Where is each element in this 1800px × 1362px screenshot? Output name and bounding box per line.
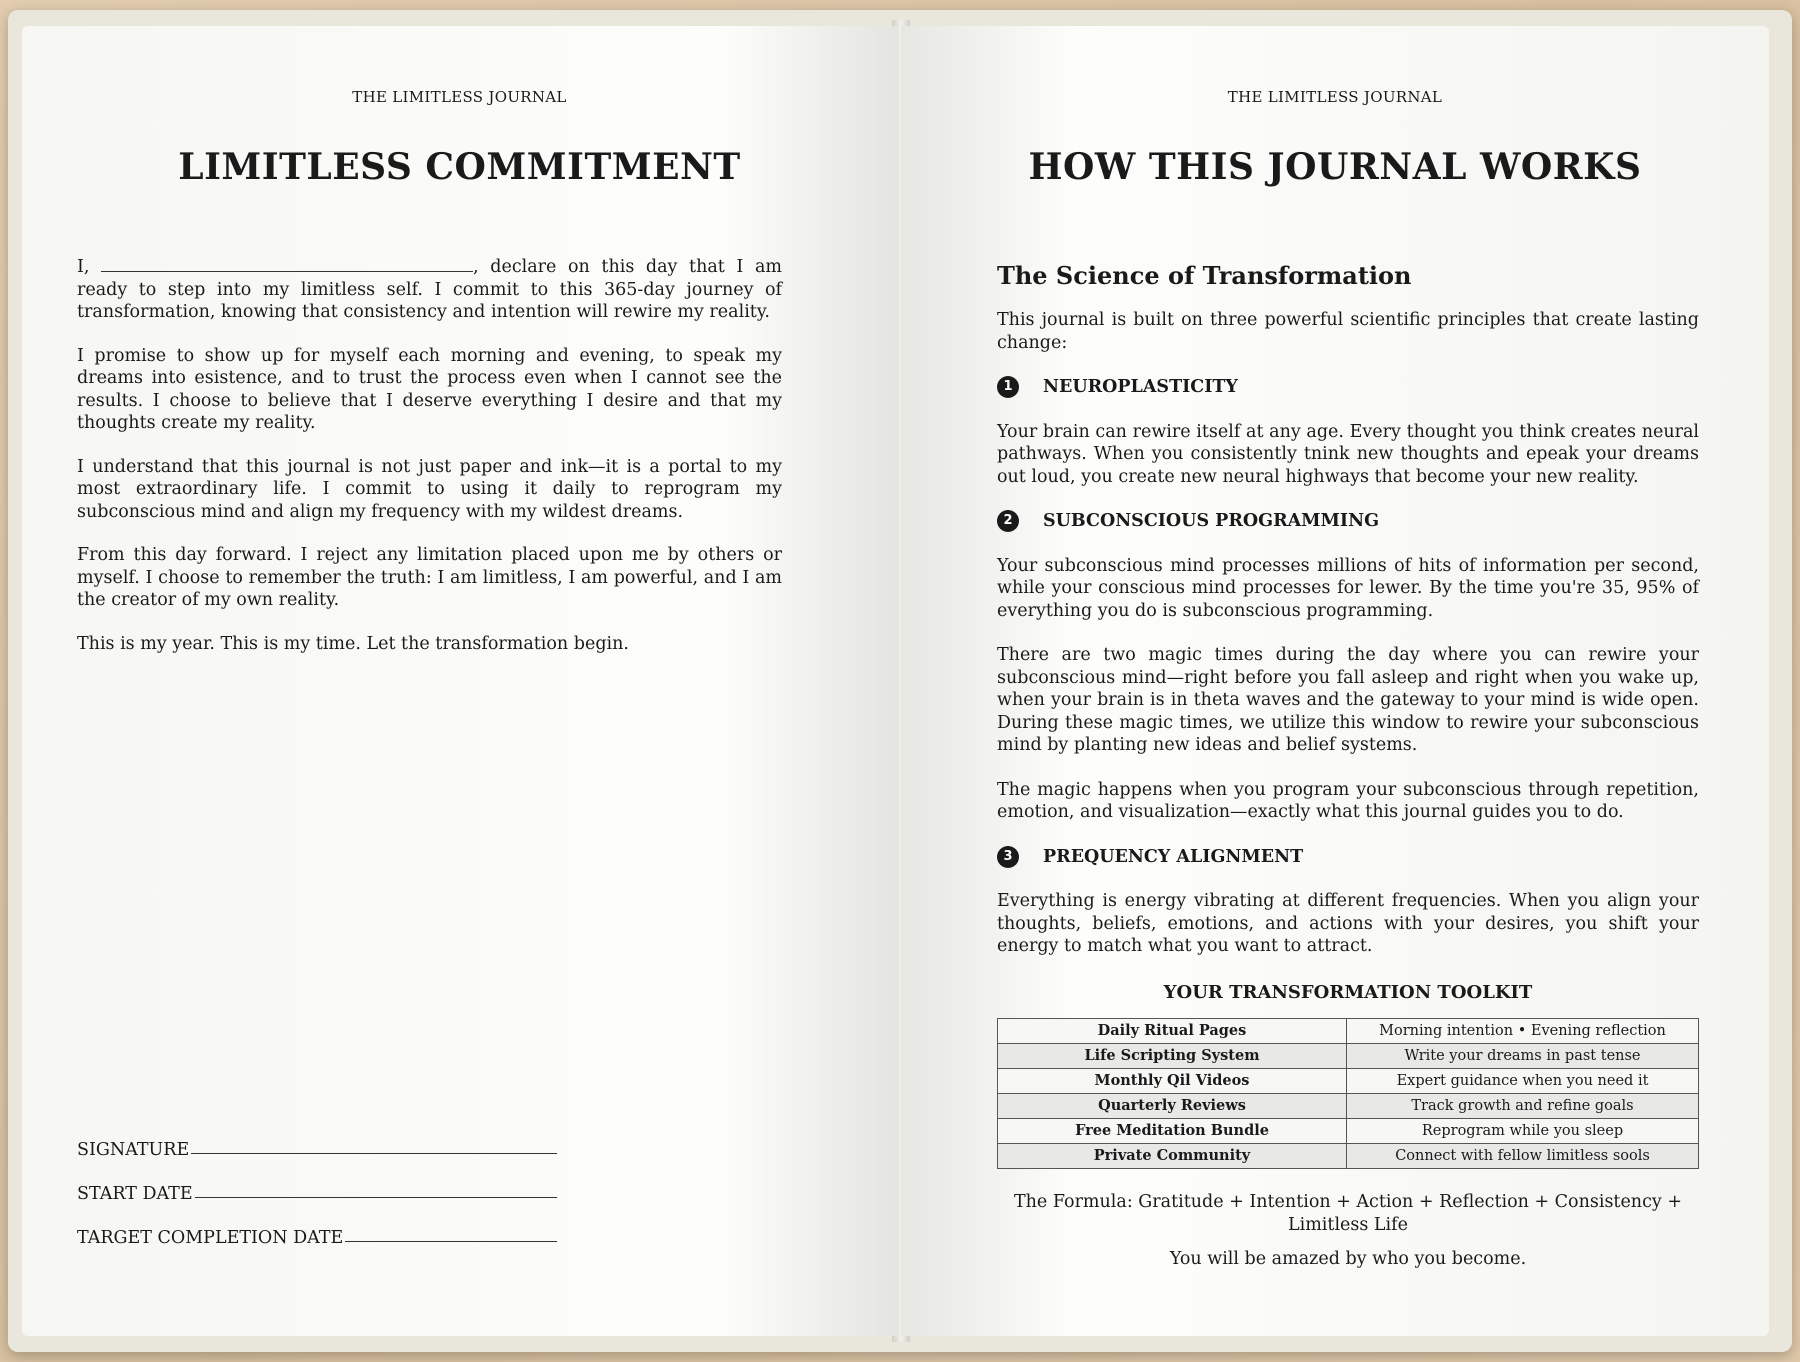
target-date-label: TARGET COMPLETION DATE — [77, 1228, 344, 1248]
running-head: THE LIMITLESS JOURNAL — [352, 88, 567, 106]
signature-block — [77, 1116, 557, 1248]
signature-label: SIGNATURE — [77, 1140, 190, 1160]
principle-paragraph: Your brain can rewire itself at any age. Every thought you think creates neural pathways. When you consistently tnink new thoughts and epeak your dreams out loud, you create new neural highways that become your new reality. — [997, 421, 1699, 487]
principle-heading — [997, 846, 1699, 869]
toolkit-feature: Private Community — [998, 1144, 1347, 1169]
table-row — [998, 1144, 1699, 1169]
left-page — [22, 26, 897, 1336]
running-head: THE LIMITLESS JOURNAL — [1227, 88, 1443, 106]
principle-name: PREQUENCY ALIGNMENT — [1043, 846, 1304, 867]
table-row — [998, 1069, 1699, 1094]
principle-name: SUBCONSCIOUS PROGRAMMING — [1043, 511, 1380, 531]
target-date-row — [77, 1204, 557, 1248]
section-subhead: The Science of Transformation — [997, 261, 1412, 290]
toolkit-feature: Quarterly Reviews — [998, 1094, 1347, 1119]
closing-text: You will be amazed by who you become. — [1169, 1249, 1527, 1269]
open-book — [8, 10, 1792, 1352]
commitment-paragraph: I understand that this journal is not just paper and ink—it is a portal to my most extraordinary life. I commit to using it daily to reprogram my subconscious mind and align my frequency with my wildest dreams. — [77, 456, 782, 522]
intro-rest: , declare on this day that I am ready to step into my limitless self. I commit to this 365-day journey of transformation, knowing that consistency and intention will rewire my reality. — [77, 257, 782, 322]
toolkit-description: Connect with fellow limitless sools — [1347, 1144, 1699, 1169]
name-blank-line[interactable] — [101, 257, 473, 272]
toolkit-title: YOUR TRANSFORMATION TOOLKIT — [1163, 981, 1533, 1003]
number-badge-icon: 2 — [997, 510, 1019, 532]
intro-paragraph: This journal is built on three powerful scientific principles that create lasting change: — [997, 310, 1699, 353]
toolkit-feature: Daily Ritual Pages — [998, 1019, 1347, 1044]
number-badge-icon: 1 — [997, 376, 1019, 398]
formula-text: The Formula: Gratitude + Intention + Action + Reflection + Consistency + Limitless Life — [1013, 1192, 1682, 1235]
toolkit-description: Write your dreams in past tense — [1347, 1044, 1699, 1069]
toolkit-description: Expert guidance when you need it — [1347, 1069, 1699, 1094]
toolkit-feature: Free Meditation Bundle — [998, 1119, 1347, 1144]
start-date-line[interactable] — [195, 1197, 557, 1198]
toolkit-description: Track growth and refine goals — [1347, 1094, 1699, 1119]
start-date-label: START DATE — [77, 1184, 193, 1204]
toolkit-feature: Life Scripting System — [998, 1044, 1347, 1069]
table-row — [998, 1119, 1699, 1144]
start-date-row — [77, 1160, 557, 1204]
principle-name: NEUROPLASTICITY — [1043, 377, 1238, 397]
commitment-text — [77, 256, 782, 676]
commitment-paragraph: This is my year. This is my time. Let the transformation begin. — [77, 633, 629, 654]
principle-paragraph: Your subconscious mind processes millions of hits of information per second, while your conscious mind processes for lewer. By the time you're 35, 95% of everything you do is subconscious programming. — [997, 555, 1699, 621]
table-row — [998, 1094, 1699, 1119]
principle-paragraph: Everything is energy vibrating at different frequencies. When you align your thoughts, beliefs, emotions, and actions with your desires, you shift your energy to match what you want to attract. — [997, 891, 1699, 956]
signature-row — [77, 1116, 557, 1160]
principle-paragraph: There are two magic times during the day where you can rewire your subconscious mind—right before you fall asleep and right when you wake up, when your brain is in theta waves and the gateway to your mind is wide open. During these magic times, we utilize this window to rewire your subconscious mind by planting new ideas and belief systems. — [997, 645, 1699, 755]
page-title: LIMITLESS COMMITMENT — [178, 146, 741, 188]
principle-heading — [997, 510, 1699, 533]
toolkit-feature: Monthly Qil Videos — [998, 1069, 1347, 1094]
how-it-works-content — [997, 309, 1699, 1271]
toolkit-description: Reprogram while you sleep — [1347, 1119, 1699, 1144]
commitment-paragraph: From this day forward. I reject any limitation placed upon me by others or myself. I choose to remember the truth: I am limitless, I am powerful, and I am the creator of my own reality. — [77, 545, 782, 610]
target-date-line[interactable] — [345, 1241, 557, 1242]
table-row — [998, 1019, 1699, 1044]
table-row — [998, 1044, 1699, 1069]
page-title: HOW THIS JOURNAL WORKS — [1028, 146, 1642, 188]
toolkit-table — [997, 1018, 1699, 1169]
right-page — [901, 26, 1769, 1336]
intro-paragraph — [77, 256, 782, 324]
signature-line[interactable] — [191, 1153, 557, 1154]
toolkit-description: Morning intention • Evening reflection — [1347, 1019, 1699, 1044]
principle-heading — [997, 376, 1699, 399]
principle-paragraph: The magic happens when you program your subconscious through repetition, emotion, and visualization—exactly what this journal guides you to do. — [997, 779, 1699, 822]
intro-prefix: I, — [77, 257, 90, 277]
commitment-paragraph: I promise to show up for myself each morning and evening, to speak my dreams into esistence, and to trust the process even when I cannot see the results. I choose to believe that I deserve everything I desire and that my thoughts create my reality. — [77, 345, 782, 433]
number-badge-icon: 3 — [997, 846, 1019, 868]
